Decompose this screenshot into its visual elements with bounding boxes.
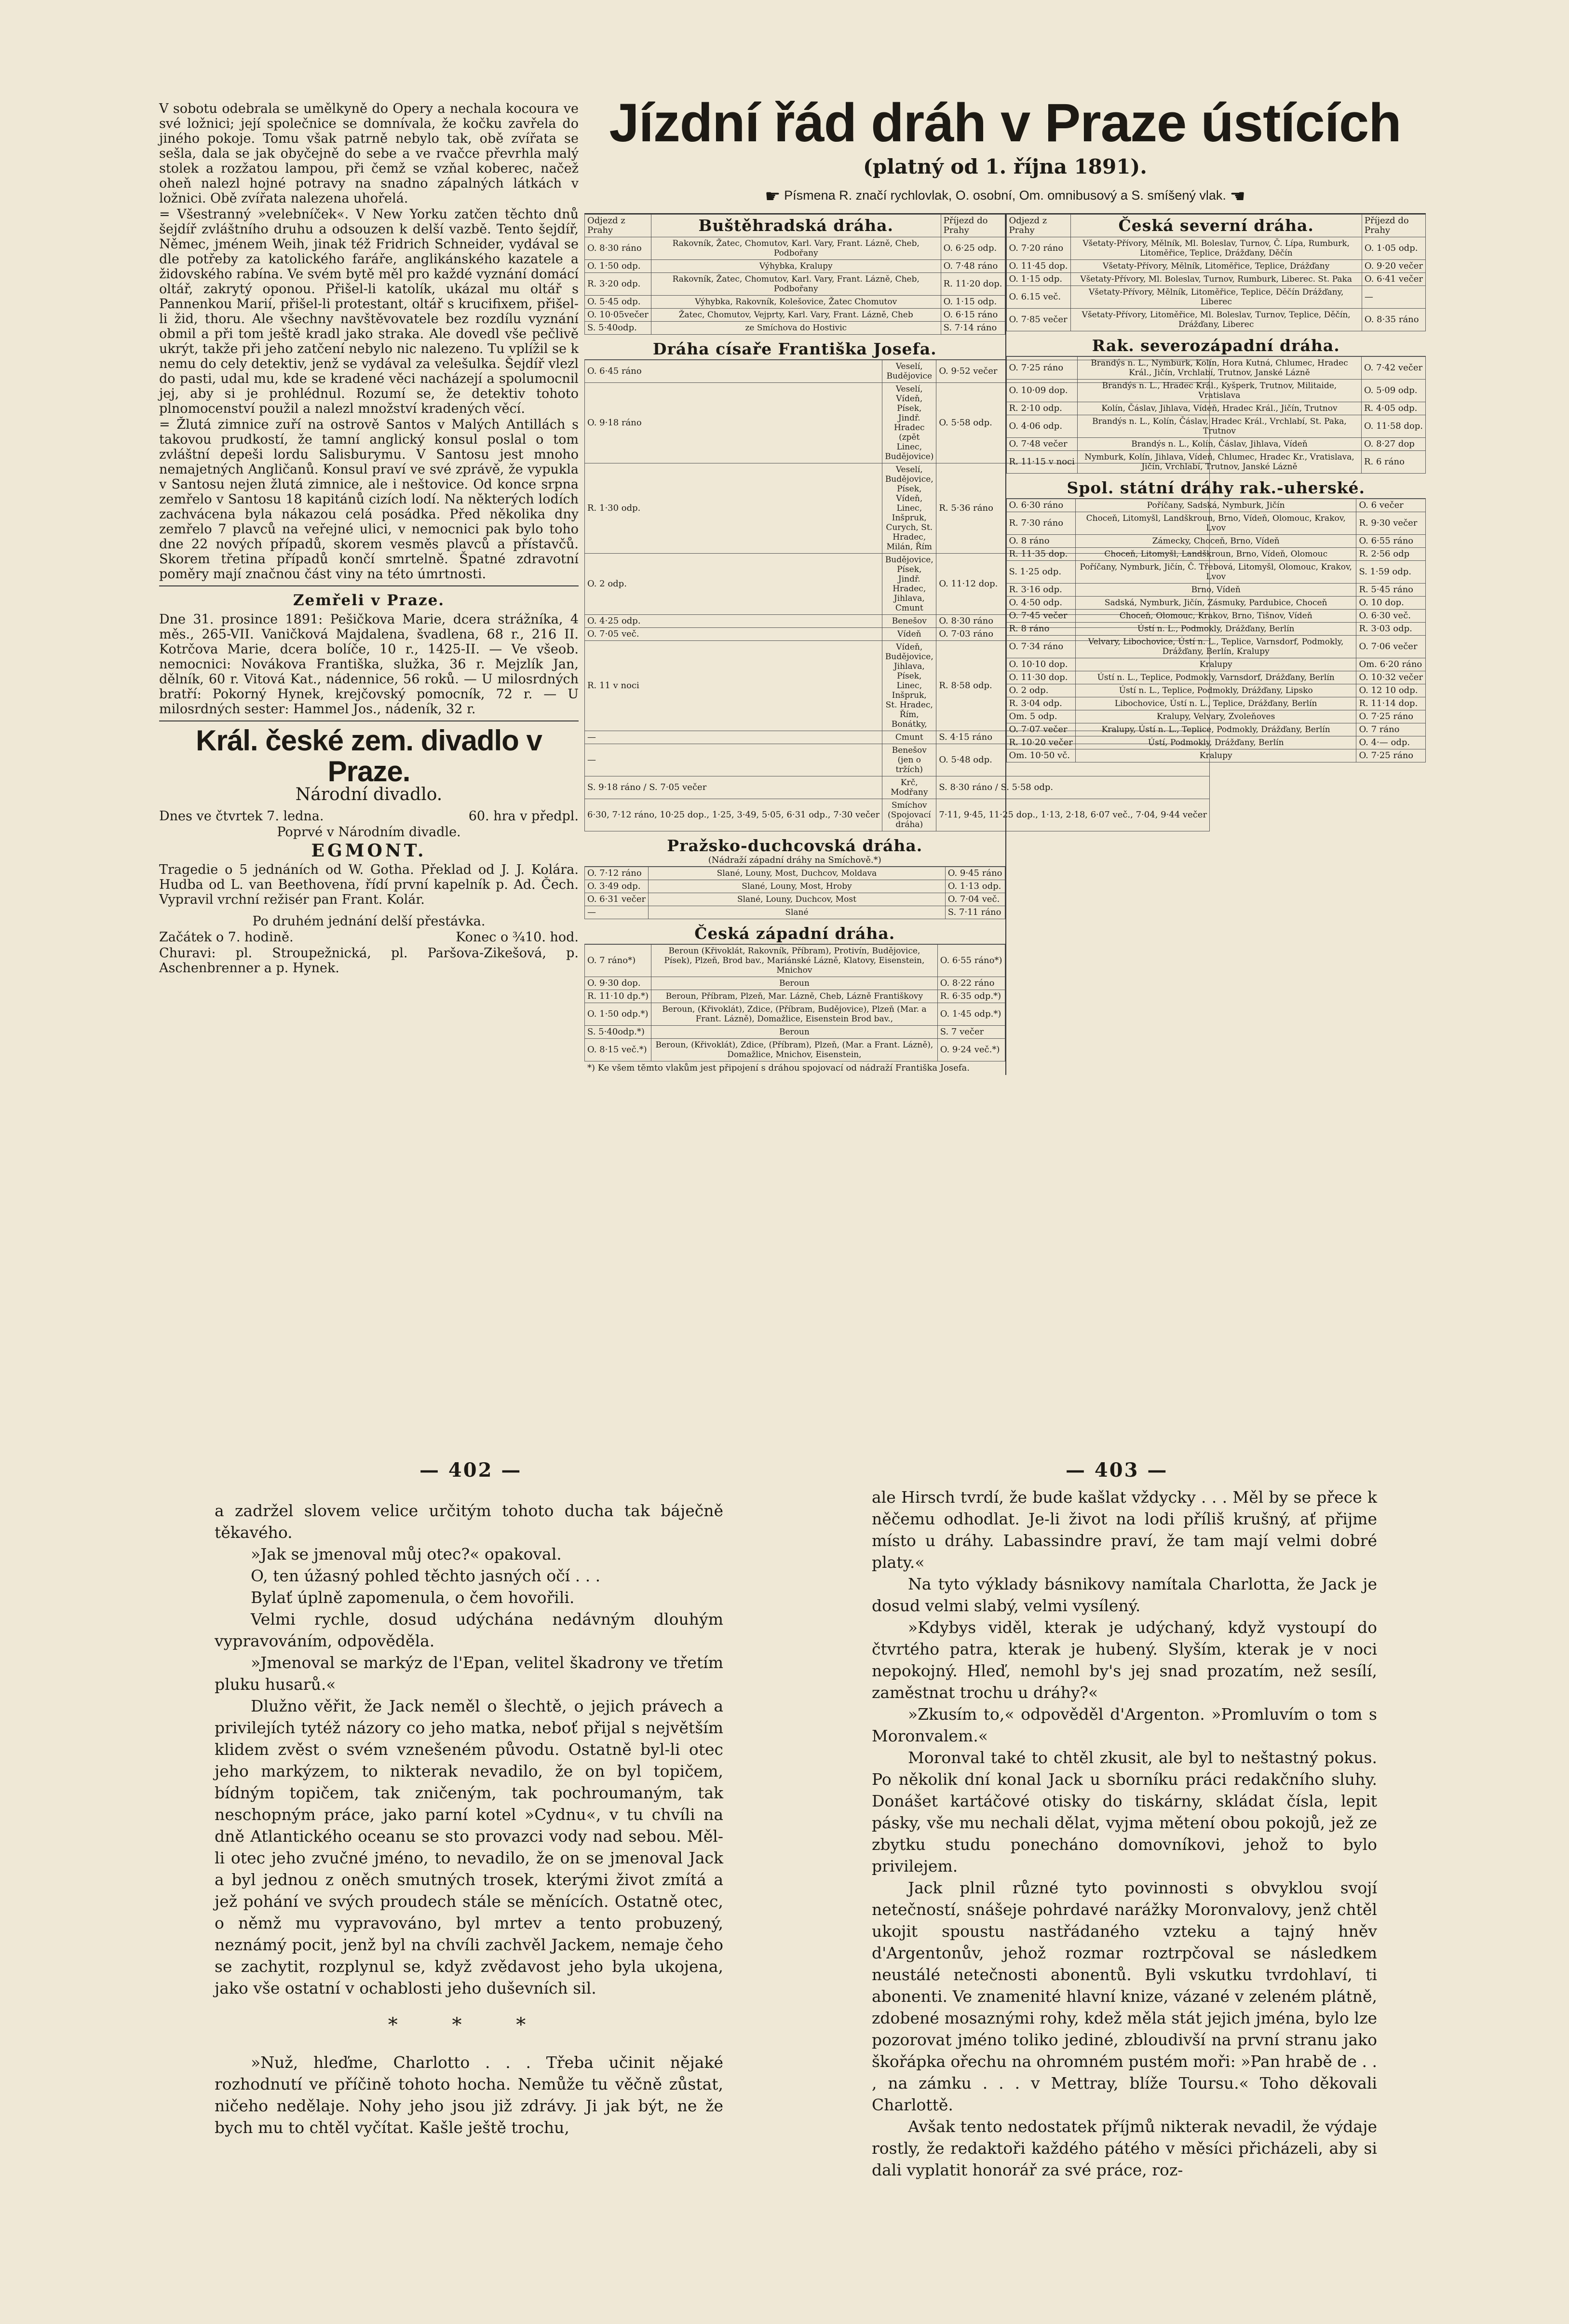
arrival-time: S. 8·30 ráno / S. 5·58 odp.: [936, 776, 1210, 799]
departure-time: O. 8 ráno: [1006, 535, 1075, 548]
novel-paragraph: »Jak se jmenoval můj otec?« opakoval.: [251, 1545, 562, 1563]
departure-time: O. 11·45 dop.: [1006, 260, 1070, 273]
departure-time: O. 10·10 dop.: [1006, 658, 1075, 671]
departure-time: O. 3·49 odp.: [585, 880, 649, 893]
novel-right-page: [872, 1486, 1377, 2181]
arrival-time: O. 6 večer: [1356, 499, 1426, 512]
news-item-yellow-fever: = Žlutá zimnice zuří na ostrově Santos v Malých Antillách s takovou prudkostí, že tamní anglický konsul poslal o tom zvláštní depeši lordu Salisburymu. V Santosu jest mnoho nemajetných Angličanů. Konsul praví ve své zprávě, že vypukla v Santosu nejen žlutá zimnice, ale i neštovice. Od konce srpna zemřelo v Santosu 18 kapitánů cizích lodí. Na některých lodích zachvácena byla nákazou celá posádka. Před několika dny zemřelo 7 plavců na veřejné ulici, v nemocnici pak bylo toho dne 22 nových případů, skorem vesměs plavců a přístavčů. Skorem třetina případů končí smrtelně. Špatné zdravotní poměry mají značnou část viny na této úmrtnosti.: [159, 417, 579, 582]
route-stations: Nymburk, Kolín, Jihlava, Vídeň, Chlumec, Hradec Kr., Vratislava, Jičín, Vrchlabí, Trutnov, Janské Lázně: [1077, 451, 1361, 474]
novel-paragraph: »Zkusím to,« odpověděl d'Argenton. »Promluvím o tom s Moronvalem.«: [872, 1705, 1377, 1745]
railway-name: Buštěhradská dráha.: [651, 215, 941, 237]
timetable-section: [584, 214, 1005, 335]
arrival-time: R. 6 ráno: [1361, 451, 1425, 474]
arrival-time: 7·11, 9·45, 11·25 dop., 1·13, 2·18, 6·07 več., 7·04, 9·44 večer: [936, 799, 1210, 831]
divider: [159, 585, 579, 586]
railway-name: Spol. státní dráhy rak.-uherské.: [1006, 474, 1426, 499]
departure-time: S. 5·40odp.: [585, 322, 651, 335]
departure-time: S. 1·25 odp.: [1006, 561, 1075, 584]
arrival-time: O. 1·15 odp.: [941, 296, 1005, 309]
table-row: [1006, 237, 1426, 260]
route-stations: Budějovice, Písek, Jindř. Hradec, Jihlava, Cmunt: [882, 554, 936, 615]
arrival-time: O. 10 dop.: [1356, 597, 1426, 610]
route-stations: Brandýs n. L., Nymburk, Kolín, Hora Kutná, Chlumec, Hradec Král., Jičín, Vrchlabí, Trutnov, Janské Lázně: [1077, 357, 1361, 380]
legend-text: Písmena R. značí rychlovlak, O. osobní, Om. omnibusový a S. smíšený vlak.: [784, 188, 1226, 203]
timetable-section: [584, 944, 1005, 1061]
departure-time: O. 2 odp.: [585, 554, 882, 615]
departure-time: S. 5·40odp.*): [585, 1026, 651, 1039]
table-row: [1006, 357, 1426, 380]
arrival-time: O. 1·13 odp.: [945, 880, 1005, 893]
departure-header: Odjezd z Prahy: [1006, 215, 1070, 237]
route-stations: Beroun: [651, 977, 938, 990]
table-row: [1006, 636, 1426, 658]
timetable-grid: [584, 213, 1426, 1075]
deaths-list: Dne 31. prosince 1891: Pešičkova Marie, dcera strážníka, 4 měs., 265-VII. Vaničková Majdalena, švadlena, 68 r., 216 II. Kotrčova Marie, dcera bolíče, 10 r., 1425-II. — Ve všeob. nemocnici: Novákova Františka, služka, 36 r. Mejzlík Jan, dělník, 60 r. Vitová Kat., nádennice, 56 roků. — U milosrdných bratří: Pokorný Hynek, krejčovský pomocník, 72 r. — U milosrdných sester: Hammel Jos., nádeník, 32 r.: [159, 612, 579, 717]
route-stations: Kralupy, Ústí n. L., Teplice, Podmokly, Drážďany, Berlín: [1075, 723, 1356, 736]
arrival-time: O. 7·03 ráno: [936, 628, 1210, 641]
departure-time: —: [585, 906, 649, 919]
table-row: [585, 1039, 1005, 1061]
arrival-time: R. 8·58 odp.: [936, 641, 1210, 731]
departure-time: R. 3·20 odp.: [585, 273, 651, 296]
table-row: [585, 309, 1005, 322]
arrival-time: O. 9·24 več.*): [937, 1039, 1005, 1061]
theatre-subtitle: Národní divadlo.: [295, 785, 443, 804]
table-row: [1006, 710, 1426, 723]
novel-paragraph: Velmi rychle, dosud udýchána nedávným dlouhým vypravováním, odpověděla.: [215, 1610, 723, 1650]
departure-time: R. 11·10 dp.*): [585, 990, 651, 1003]
departure-time: O. 8·30 ráno: [585, 237, 651, 260]
arrival-time: R. 11·20 dop.: [941, 273, 1005, 296]
departure-time: O. 6.15 več.: [1006, 286, 1070, 309]
arrival-time: O. 11·58 dop.: [1361, 415, 1425, 438]
route-stations: Ústí n. L., Teplice, Podmokly, Varnsdorf, Drážďany, Berlín: [1075, 671, 1356, 684]
departure-time: O. 7·48 večer: [1006, 438, 1077, 451]
table-row: [1006, 671, 1426, 684]
arrival-time: O. 7·06 večer: [1356, 636, 1426, 658]
novel-paragraph: Jack plnil různé tyto povinnosti s obvyklou svojí netečností, snášeje pohrdavé narážky Moronvalovy, jenž chtěl ukojit spoustu nastřádaného vzteku a tajný hněv d'Argentonův, jehož rozmar roztrpčoval se následkem neustálé netečnosti abonentů. Byli vskutku tvrdohlaví, ti abonenti. Ve znamenité hlavní knize, vázané v zeleném plátně, zdobené mosaznými rohy, kdež měla stát jejich jména, bylo lze pozorovat jméno toliko jediné, zbloudivší na první stranu jako škořápka ořechu na ohromném pustém moři: »Pan hrabě de . . , na zámku . . . v Mettray, blíže Toursu.« Toho děkovali Charlottě.: [872, 1878, 1377, 2114]
arrival-time: O. 7·04 več.: [945, 893, 1005, 906]
table-row: [1006, 684, 1426, 697]
theatre-title: Král. české zem. divadlo v Praze.: [196, 724, 542, 788]
route-stations: Veselí, Budějovice: [882, 360, 936, 383]
time-line: [159, 930, 579, 945]
departure-time: O. 6·30 ráno: [1006, 499, 1075, 512]
table-row: [1006, 286, 1426, 309]
play-title: EGMONT.: [311, 841, 427, 861]
news-item-velebnicek: = Všestranný »velebníček«. V New Yorku zatčen těchto dnů šejdíř zvláštního druhu a odsouzen k delší vazbě. Tento šejdíř, Němec, jménem Weih, jinak též Fridrich Schneider, vydával se dle potřeby za katolického faráře, anglikánského kazatele a židovského rabína. Ve svém bytě měl pro každé vyznání domácí oltář, zakrytý oponou. Přišel-li katolík, ukázal mu oltář s Pannenkou Marií, přišel-li protestant, oltář s krucifixem, přišel-li žid, thoru. Ale všechny navštěvovatele bez rozdílu vyznání obmil a při tom ještě kradl jako straka. Ale dovedl vše pečlivě ukrýt, takže při jeho zatčení nebylo nic nalezeno. Tu vplížil se k nemu do cely detektiv, jenž se vydával za velešulka. Šejdíř vlezl do pasti, udal mu, kde se kradené věci nacházejí a spolumocnil jej, aby si je prohlédnul. Rozumí se, že detektiv tohoto plnomocenství použil a nalezl množství kradených věcí.: [159, 207, 579, 416]
departure-time: —: [585, 744, 882, 776]
timetable-subtitle: (platný od 1. října 1891).: [863, 155, 1147, 178]
table-row: [1006, 723, 1426, 736]
table-row: [1006, 610, 1426, 623]
arrival-time: O. 9·45 ráno: [945, 867, 1005, 880]
railway-name: Dráha císaře Františka Josefa.: [584, 335, 1005, 360]
arrival-time: O. 6·41 večer: [1362, 273, 1425, 286]
arrival-time: S. 7·11 ráno: [945, 906, 1005, 919]
table-row: [1006, 451, 1426, 474]
departure-time: O. 1·15 odp.: [1006, 273, 1070, 286]
route-stations: Výhybka, Kralupy: [651, 260, 941, 273]
end-time: Konec o ¾10. hod.: [456, 930, 579, 945]
theatre-date: Dnes ve čtvrtek 7. ledna.: [159, 809, 324, 824]
departure-time: R. 3·16 odp.: [1006, 584, 1075, 597]
deaths-title: Zemřeli v Praze.: [293, 592, 445, 609]
table-row: [1006, 597, 1426, 610]
novel-paragraph: Dlužno věřit, že Jack neměl o šlechtě, o jejich právech a privilejích tytéž názory co jeho matka, neboť přijal s největším klidem zvěst o svém vznešeném původu. Ostatně byl-li otec jeho markýzem, to nikterak nevadilo, že on byl topičem, bídným topičem, tak zničeným, tak pochroumaným, tak neschopným práce, jako parní kotel »Cydnu«, v tu chvíli na dně Atlantického oceanu se sto provazci vody nad sebou. Měl-li otec jeho zvučné jméno, to nevadilo, že on se jmenoval Jack a byl jednou z oněch smutných trosek, kterými život zmítá a jež pohání ve svých proudech stále se měnících. Ostatně otec, o němž mu vypravováno, byl mrtev a tento probuzený, neznámý pocit, jenž byl na chvíli zachvěl Jackem, nemaje čeho se zachytit, rozplynul se, když zvědavost jeho byla ukojena, jako vše ostatní v ochablosti jeho duševních sil.: [215, 1697, 723, 1998]
novel-paragraph: a zadržel slovem velice určitým tohoto ducha tak báječně těkavého.: [215, 1501, 723, 1542]
route-stations: Choceň, Olomouc, Krakov, Brno, Tišnov, Vídeň: [1075, 610, 1356, 623]
arrival-time: O. 7·25 ráno: [1356, 710, 1426, 723]
departure-time: R. 8 ráno: [1006, 623, 1075, 636]
table-row: [585, 260, 1005, 273]
departure-time: R. 11 v noci: [585, 641, 882, 731]
route-stations: Vídeň, Budějovice, Jihlava, Písek, Linec, Inšpruk, St. Hradec, Řím, Bonátky,: [882, 641, 936, 731]
table-row: [585, 322, 1005, 335]
arrival-time: O. 10·32 večer: [1356, 671, 1426, 684]
departure-time: O. 7·45 večer: [1006, 610, 1075, 623]
route-stations: Slané, Louny, Most, Hroby: [649, 880, 946, 893]
route-stations: Cmunt: [882, 731, 936, 744]
route-stations: Kralupy, Velvary, Zvoleňoves: [1075, 710, 1356, 723]
route-stations: Veselí, Vídeň, Písek, Jindř. Hradec (zpět Linec, Budějovice): [882, 383, 936, 463]
route-stations: Žatec, Chomutov, Vejprty, Karl. Vary, Frant. Lázně, Cheb: [651, 309, 941, 322]
divider: [159, 720, 579, 721]
arrival-time: S. 1·59 odp.: [1356, 561, 1426, 584]
route-stations: Benešov: [882, 615, 936, 628]
arrival-time: O. 9·20 večer: [1362, 260, 1425, 273]
arrival-time: O. 5·09 odp.: [1361, 380, 1425, 402]
route-stations: Všetaty-Přívory, Ml. Boleslav, Turnov, Rumburk, Liberec. St. Paka: [1070, 273, 1362, 286]
novel-paragraph: Bylať úplně zapomenula, o čem hovořili.: [251, 1588, 575, 1607]
route-stations: Poříčany, Sadská, Nymburk, Jičín: [1075, 499, 1356, 512]
departure-time: Om. 5 odp.: [1006, 710, 1075, 723]
table-row: [1006, 561, 1426, 584]
novel-paragraph: O, ten úžasný pohled těchto jasných očí . . .: [251, 1566, 601, 1585]
railway-name: Pražsko-duchcovská dráha. (Nádraží západní dráhy na Smíchově.*): [584, 831, 1005, 867]
table-row: [1006, 535, 1426, 548]
route-stations: Beroun, (Křivoklát), Zdice, (Příbram), Plzeň, (Mar. a Frant. Lázně), Domažlice, Mnichov, Eisenstein,: [651, 1039, 938, 1061]
page-number-right: — 403 —: [1066, 1459, 1168, 1481]
table-row: [585, 977, 1005, 990]
departure-time: O. 10·09 dop.: [1006, 380, 1077, 402]
arrival-time: O. 8·30 ráno: [936, 615, 1210, 628]
departure-time: O. 7 ráno*): [585, 945, 651, 977]
route-stations: Rakovník, Žatec, Chomutov, Karl. Vary, Frant. Lázně, Cheb, Podbořany: [651, 273, 941, 296]
route-stations: Beroun, (Křivoklát), Zdice, (Příbram, Budějovice), Plzeň (Mar. a Frant. Lázně), Domažlice, Eisenstein Brod bav.,: [651, 1003, 938, 1026]
departure-time: O. 6·45 ráno: [585, 360, 882, 383]
table-row: [1006, 438, 1426, 451]
arrival-time: O. 7·25 ráno: [1356, 749, 1426, 762]
timetable-title: Jízdní řád dráh v Praze ústících: [609, 93, 1401, 153]
route-stations: Veselí, Budějovice, Písek, Vídeň, Linec, Inšpruk, Curych, St. Hradec, Milán, Řím: [882, 463, 936, 554]
arrival-time: R. 6·35 odp.*): [937, 990, 1005, 1003]
route-stations: Slané, Louny, Most, Duchcov, Moldava: [649, 867, 946, 880]
departure-time: R. 11·15 v noci: [1006, 451, 1077, 474]
route-stations: Ústí, Podmokly, Drážďany, Berlín: [1075, 736, 1356, 749]
pointing-hand-icon: ☚: [1230, 186, 1245, 206]
route-stations: Brandýs n. L., Hradec Král., Kyšperk, Trutnov, Militaide, Vratislava: [1077, 380, 1361, 402]
news-column: [159, 101, 579, 977]
arrival-time: R. 11·14 dop.: [1356, 697, 1426, 710]
departure-time: O. 10·05večer: [585, 309, 651, 322]
arrival-time: O. 7·48 ráno: [941, 260, 1005, 273]
departure-header: Odjezd z Prahy: [585, 215, 651, 237]
table-row: [1006, 260, 1426, 273]
table-row: [585, 1003, 1005, 1026]
table-row: [1006, 623, 1426, 636]
arrival-time: O. 9·52 večer: [936, 360, 1210, 383]
timetable-section: [1006, 214, 1426, 331]
departure-time: O. 7·34 ráno: [1006, 636, 1075, 658]
arrival-time: S. 7·14 ráno: [941, 322, 1005, 335]
theatre-first: Poprvé v Národním divadle.: [277, 825, 461, 840]
timetable-section: [1006, 356, 1426, 474]
novel-paragraph: Na tyto výklady básnikovy namítala Charlotta, že Jack je dosud velmi slabý, velmi vysílený.: [872, 1575, 1377, 1615]
departure-time: O. 7·20 ráno: [1006, 237, 1070, 260]
departure-time: R. 7·30 ráno: [1006, 512, 1075, 535]
departure-time: S. 9·18 ráno / S. 7·05 večer: [585, 776, 882, 799]
table-row: [1006, 380, 1426, 402]
departure-time: O. 7·12 ráno: [585, 867, 649, 880]
departure-time: O. 2 odp.: [1006, 684, 1075, 697]
table-row: [1006, 658, 1426, 671]
news-item-cats: V sobotu odebrala se umělkyně do Opery a nechala kocoura ve své ložnici; její společnice se domnívala, že kočku zavřela do jiného pokoje. Tomu však patrně nebylo tak, obě zvířata se sešla, dala se jak obyčejně do sebe a ve rvačce převrhla malý stolek a rozžatou lampou, při čemž se vzňal koberec, načež oheň nalezl hojné potravy na snadno zápalných látkách v ložnici. Obě zvířata nalezena uhořelá.: [159, 101, 579, 206]
route-stations: Velvary, Libochovice, Ústí n. L., Teplice, Varnsdorf, Podmokly, Drážďany, Berlín, Kralupy: [1075, 636, 1356, 658]
arrival-time: O. 5·48 odp.: [936, 744, 1210, 776]
departure-time: R. 3·04 odp.: [1006, 697, 1075, 710]
arrival-time: O. 12 10 odp.: [1356, 684, 1426, 697]
table-row: [1006, 548, 1426, 561]
table-row: [585, 867, 1005, 880]
route-stations: Poříčany, Nymburk, Jičín, Č. Třebová, Litomyšl, Olomouc, Krakov, Lvov: [1075, 561, 1356, 584]
route-stations: Smíchov (Spojovací dráha): [882, 799, 936, 831]
arrival-time: O. 1·45 odp.*): [937, 1003, 1005, 1026]
pointing-hand-icon: ☛: [765, 186, 781, 206]
timetable-legend: [584, 186, 1426, 206]
arrival-time: R. 5·36 ráno: [936, 463, 1210, 554]
departure-time: O. 1·50 odp.*): [585, 1003, 651, 1026]
departure-time: 6·30, 7·12 ráno, 10·25 dop., 1·25, 3·49, 5·05, 6·31 odp., 7·30 večer: [585, 799, 882, 831]
arrival-time: O. 5·58 odp.: [936, 383, 1210, 463]
departure-time: O. 4·06 odp.: [1006, 415, 1077, 438]
page-number-left: — 402 —: [419, 1459, 522, 1481]
play-description: Tragedie o 5 jednáních od W. Gotha. Překlad od J. J. Kolára. Hudba od L. van Beethovena, řídí první kapelník p. Ad. Čech. Vypravil vrchní režisér pan Frant. Kolár.: [159, 862, 579, 907]
railway-name: Česká severní dráha.: [1070, 215, 1362, 237]
route-stations: Všetaty-Přívory, Mělník, Litoměřice, Teplice, Drážďany: [1070, 260, 1362, 273]
table-row: [1006, 402, 1426, 415]
departure-time: O. 1·50 odp.: [585, 260, 651, 273]
route-stations: Slané: [649, 906, 946, 919]
departure-time: —: [585, 731, 882, 744]
table-row: [1006, 415, 1426, 438]
departure-time: R. 2·10 odp.: [1006, 402, 1077, 415]
departure-time: O. 6·31 večer: [585, 893, 649, 906]
timetable-footnote: *) Ke všem těmto vlakům jest připojení s dráhou spojovací od nádraží Františka Josefa.: [587, 1063, 970, 1073]
timetable-section: [584, 867, 1005, 919]
route-stations: ze Smíchova do Hostivic: [651, 322, 941, 335]
timetable-section: [1006, 499, 1426, 762]
novel-paragraph: »Nuž, hleďme, Charlotto . . . Třeba učinit nějaké rozhodnutí ve příčině tohoto hocha. Nemůže tu věčně zůstat, ničeho nedělaje. Nohy jeho jsou již zdrávy. Ji jak být, ne že bych mu to chtěl vyčítat. Kašle ještě trochu,: [215, 2053, 723, 2137]
route-stations: Beroun, Příbram, Plzeň, Mar. Lázně, Cheb, Lázně Františkovy: [651, 990, 938, 1003]
route-stations: Beroun (Křivoklát, Rakovník, Příbram), Protivín, Budějovice, Písek), Plzeň, Brod bav., Mariánské Lázně, Klatovy, Eisenstein, Mnichov: [651, 945, 938, 977]
arrival-time: Om. 6·20 ráno: [1356, 658, 1426, 671]
route-stations: Zámecky, Choceň, Brno, Vídeň: [1075, 535, 1356, 548]
table-row: [1006, 499, 1426, 512]
route-stations: Krč, Modřany: [882, 776, 936, 799]
departure-time: O. 9·18 ráno: [585, 383, 882, 463]
arrival-time: S. 7 večer: [937, 1026, 1005, 1039]
novel-paragraph: ale Hirsch tvrdí, že bude kašlat vždycky . . . Měl by se přece k něčemu odhodlat. Je-li život na lodi příliš krušný, ať přijme místo u dráhy. Labassindre praví, že tam mají velmi dobré platy.«: [872, 1488, 1377, 1572]
route-stations: Rakovník, Žatec, Chomutov, Karl. Vary, Frant. Lázně, Cheb, Podbořany: [651, 237, 941, 260]
table-row: [585, 237, 1005, 260]
route-stations: Kralupy: [1075, 749, 1356, 762]
table-row: [585, 945, 1005, 977]
arrival-time: O. 7·42 večer: [1361, 357, 1425, 380]
arrival-time: S. 4·15 ráno: [936, 731, 1210, 744]
route-stations: Choceň, Litomyšl, Landškroun, Brno, Vídeň, Olomouc: [1075, 548, 1356, 561]
departure-time: O. 7·07 večer: [1006, 723, 1075, 736]
arrival-time: —: [1362, 286, 1425, 309]
timetable: [584, 94, 1426, 1075]
table-row: [1006, 736, 1426, 749]
table-row: [1006, 512, 1426, 535]
departure-time: O. 7·85 večer: [1006, 309, 1070, 331]
departure-time: O. 4·25 odp.: [585, 615, 882, 628]
table-row: [1006, 273, 1426, 286]
route-stations: Beroun: [651, 1026, 938, 1039]
arrival-time: R. 5·45 ráno: [1356, 584, 1426, 597]
table-row: [585, 893, 1005, 906]
route-stations: Choceň, Litomyšl, Landškroun, Brno, Vídeň, Olomouc, Krakov, Lvov: [1075, 512, 1356, 535]
arrival-time: O. 6·55 ráno*): [937, 945, 1005, 977]
route-stations: Slané, Louny, Duchcov, Most: [649, 893, 946, 906]
departure-time: O. 11·30 dop.: [1006, 671, 1075, 684]
route-stations: Brandýs n. L., Kolín, Čáslav, Hradec Král., Vrchlabí, St. Paka, Trutnov: [1077, 415, 1361, 438]
arrival-time: O. 7 ráno: [1356, 723, 1426, 736]
table-row: [585, 880, 1005, 893]
cast-note: Churavi: pl. Stroupežnická, pl. Paršova-Zikešová, p. Aschenbrenner a p. Hynek.: [159, 946, 579, 976]
timetable-right-col: [1005, 214, 1426, 1075]
table-row: [585, 906, 1005, 919]
novel-paragraph: Moronval také to chtěl zkusit, ale byl to neštastný pokus. Po několik dní konal Jack u sborníku práci redakčního sluhy. Donášet kartáčové otisky do tiskárny, skládat čísla, lepit pásky, vše mu nechali dělat, vyjma mětení obou pokojů, jež ze zbytku studu ponecháno domovníkovi, jehož to bylo privilejem.: [872, 1748, 1377, 1876]
novel-paragraph: »Kdybys viděl, kterak je udýchaný, když vystoupí do čtvrtého patra, kterak je hubený. Slyším, kterak je v noci nepokojný. Hleď, nemohl by's jej snad prozatím, než sesílí, zaměstnat trochu u dráhy?«: [872, 1618, 1377, 1702]
table-row: [1006, 697, 1426, 710]
arrival-header: Příjezd do Prahy: [1362, 215, 1425, 237]
arrival-header: Příjezd do Prahy: [941, 215, 1005, 237]
route-stations: Ústí n. L., Podmokly, Drážďany, Berlín: [1075, 623, 1356, 636]
table-row: [585, 296, 1005, 309]
arrival-time: R. 2·56 odp: [1356, 548, 1426, 561]
table-row: [585, 990, 1005, 1003]
departure-time: R. 10·20 večer: [1006, 736, 1075, 749]
arrival-time: O. 8·35 ráno: [1362, 309, 1425, 331]
departure-time: O. 9·30 dop.: [585, 977, 651, 990]
route-stations: Kralupy: [1075, 658, 1356, 671]
route-stations: Vídeň: [882, 628, 936, 641]
arrival-time: R. 9·30 večer: [1356, 512, 1426, 535]
route-stations: Všetaty-Přívory, Litoměřice, Ml. Boleslav, Turnov, Teplice, Děčín, Drážďany, Liberec: [1070, 309, 1362, 331]
arrival-time: R. 4·05 odp.: [1361, 402, 1425, 415]
departure-time: O. 7·05 več.: [585, 628, 882, 641]
route-stations: Brandýs n. L., Kolín, Čáslav, Jihlava, Vídeň: [1077, 438, 1361, 451]
section-stars: * * *: [388, 2014, 550, 2036]
arrival-time: O. 8·27 dop: [1361, 438, 1425, 451]
table-row: [1006, 584, 1426, 597]
route-stations: Benešov (jen o tržích): [882, 744, 936, 776]
theatre-perf: 60. hra v předpl.: [468, 809, 579, 824]
route-stations: Brno, Vídeň: [1075, 584, 1356, 597]
railway-note: (Nádraží západní dráhy na Smíchově.*): [708, 855, 881, 865]
railway-name: Rak. severozápadní dráha.: [1006, 331, 1426, 356]
novel-paragraph: »Jmenoval se markýz de l'Epan, velitel škadrony ve třetím pluku husarů.«: [215, 1653, 723, 1694]
theatre-date-line: [159, 809, 579, 824]
arrival-time: O. 1·05 odp.: [1362, 237, 1425, 260]
start-time: Začátek o 7. hodině.: [159, 930, 294, 945]
departure-time: Om. 10·50 vč.: [1006, 749, 1075, 762]
table-row: [1006, 309, 1426, 331]
route-stations: Kolín, Čáslav, Jihlava, Vídeň, Hradec Král., Jičín, Trutnov: [1077, 402, 1361, 415]
departure-time: R. 11·35 dop.: [1006, 548, 1075, 561]
table-row: [585, 1026, 1005, 1039]
departure-time: O. 7·25 ráno: [1006, 357, 1077, 380]
novel-left-page: [215, 1500, 723, 2138]
table-row: [1006, 749, 1426, 762]
route-stations: Všetaty-Přívory, Mělník, Litoměřice, Teplice, Děčín Drážďany, Liberec: [1070, 286, 1362, 309]
departure-time: R. 1·30 odp.: [585, 463, 882, 554]
arrival-time: R. 3·03 odp.: [1356, 623, 1426, 636]
arrival-time: O. 4·— odp.: [1356, 736, 1426, 749]
route-stations: Ústí n. L., Teplice, Podmokly, Drážďany, Lipsko: [1075, 684, 1356, 697]
arrival-time: O. 6·55 ráno: [1356, 535, 1426, 548]
route-stations: Libochovice, Ústí n. L., Teplice, Drážďany, Berlín: [1075, 697, 1356, 710]
route-stations: Všetaty-Přívory, Mělník, Ml. Boleslav, Turnov, Č. Lípa, Rumburk, Litoměřice, Teplice, Drážďany, Děčín: [1070, 237, 1362, 260]
route-stations: Výhybka, Rakovník, Kolešovice, Žatec Chomutov: [651, 296, 941, 309]
departure-time: O. 5·45 odp.: [585, 296, 651, 309]
route-stations: Sadská, Nymburk, Jičín, Zásmuky, Pardubice, Choceň: [1075, 597, 1356, 610]
arrival-time: O. 6·25 odp.: [941, 237, 1005, 260]
intermission-note: Po druhém jednání delší přestávka.: [252, 914, 486, 929]
railway-name: Česká západní dráha.: [584, 919, 1005, 944]
arrival-time: O. 6·15 ráno: [941, 309, 1005, 322]
arrival-time: O. 8·22 ráno: [937, 977, 1005, 990]
arrival-time: O. 11·12 dop.: [936, 554, 1210, 615]
novel-paragraph: Avšak tento nedostatek příjmů nikterak nevadil, že výdaje rostly, že redaktoři každého pátého v měsíci přicházeli, aby si dali vyplatit honorář za své práce, roz-: [872, 2117, 1377, 2179]
departure-time: O. 8·15 več.*): [585, 1039, 651, 1061]
table-row: [585, 273, 1005, 296]
arrival-time: O. 6·30 več.: [1356, 610, 1426, 623]
departure-time: O. 4·50 odp.: [1006, 597, 1075, 610]
